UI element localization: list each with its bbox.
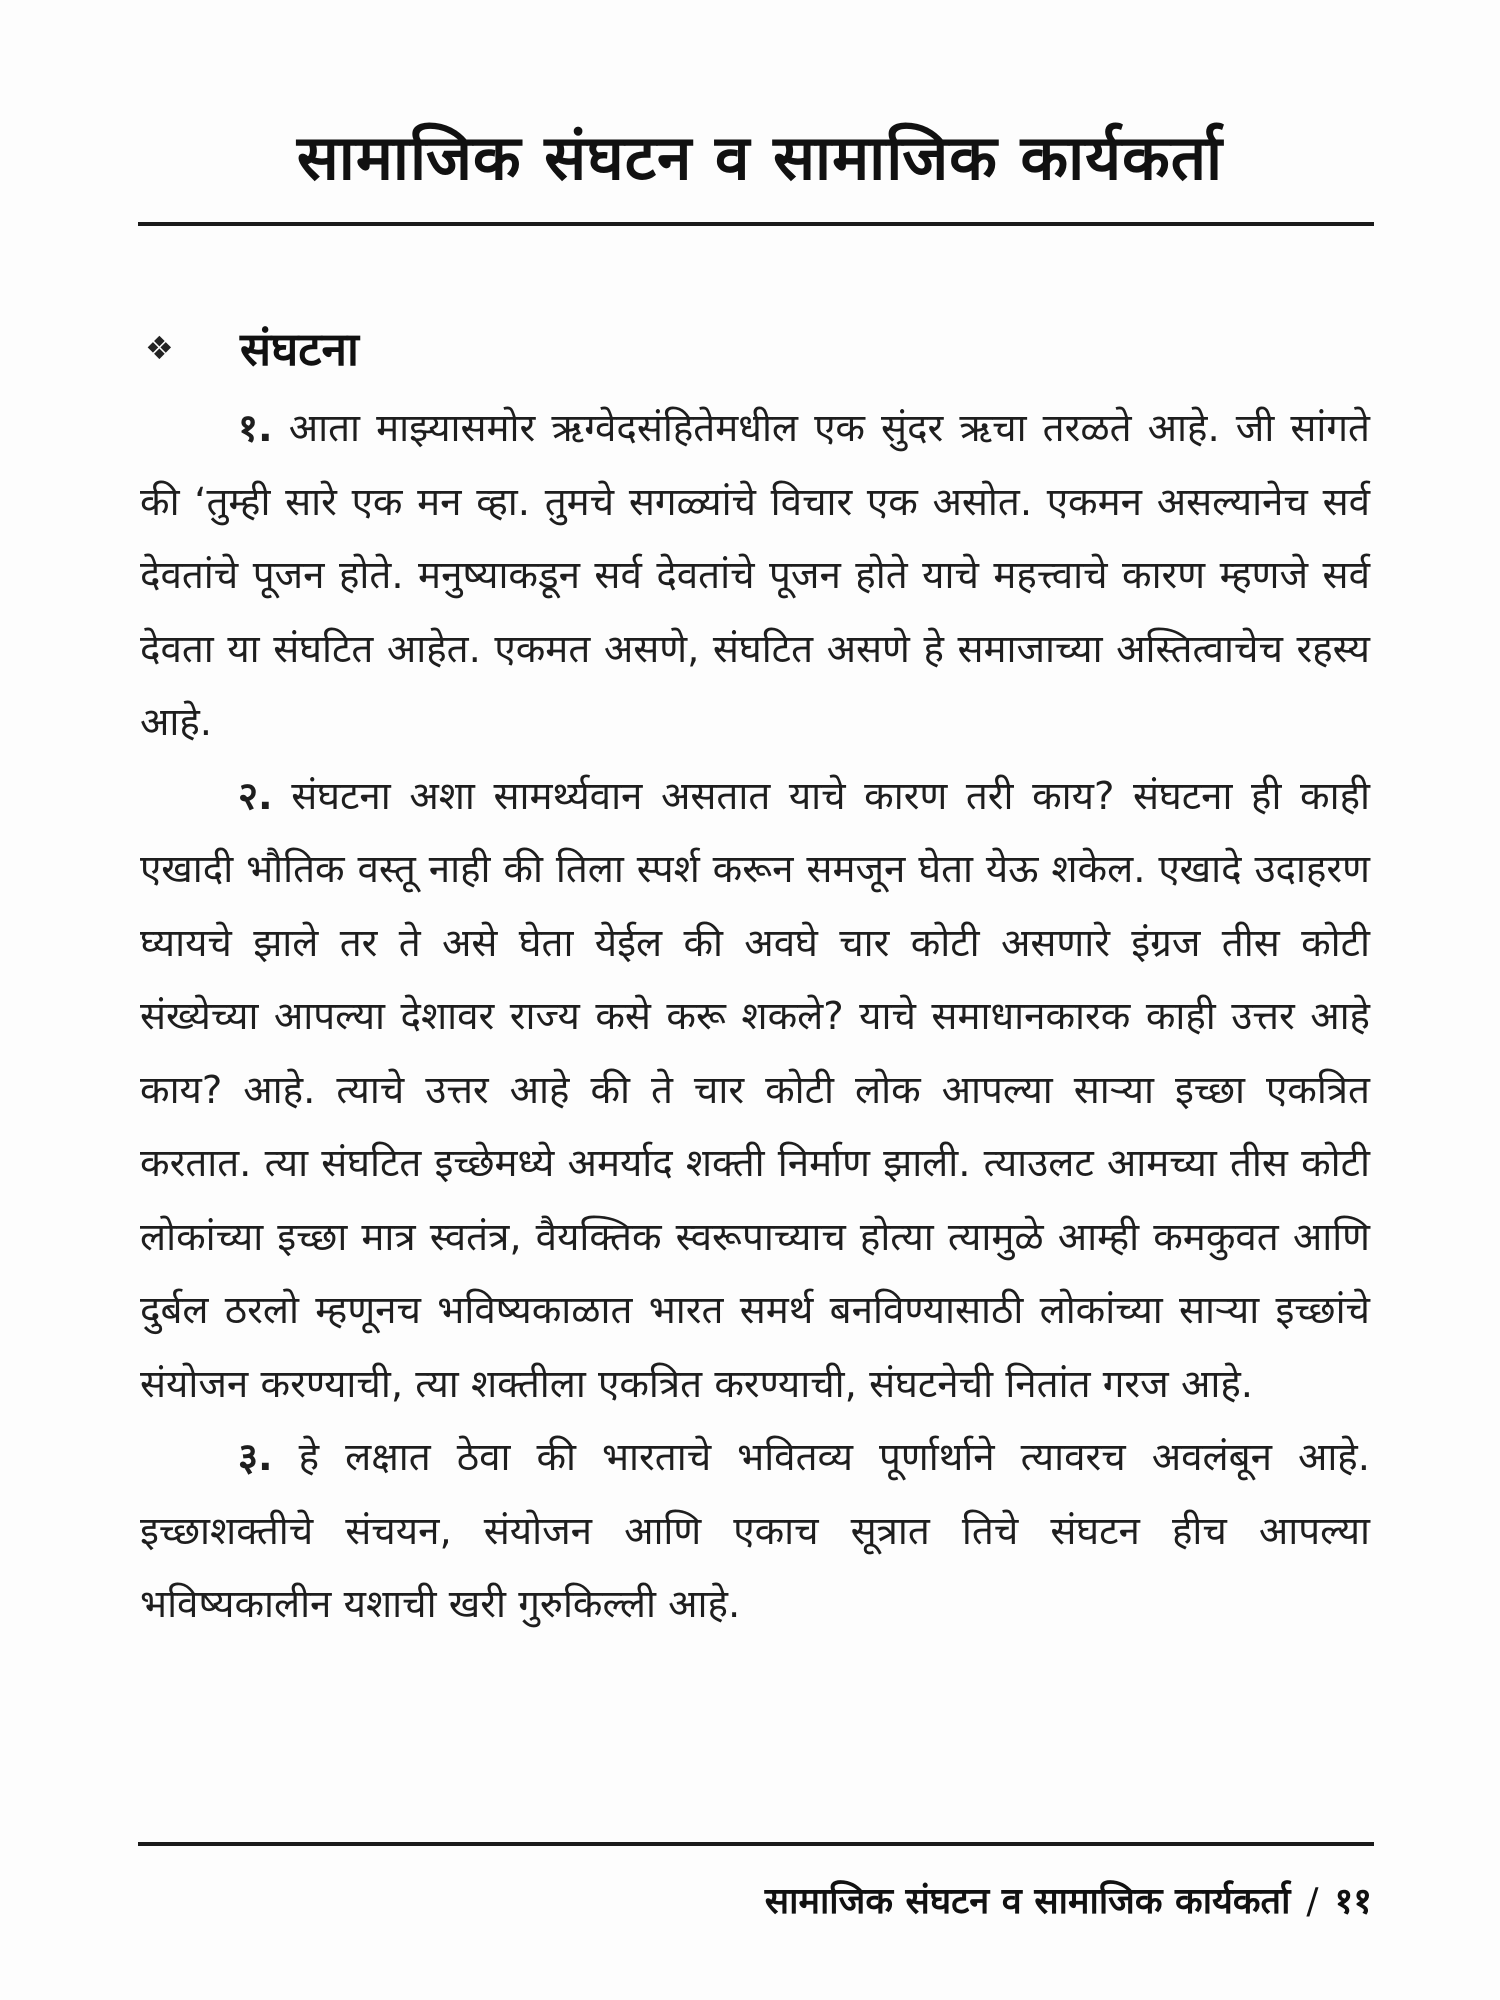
page-footer — [765, 1872, 1372, 1932]
page-title: सामाजिक संघटन व सामाजिक कार्यकर्ता — [296, 121, 1224, 194]
body-text — [140, 392, 1370, 1642]
paragraph-2 — [140, 760, 1370, 1422]
page-number: ११ — [1334, 1881, 1372, 1922]
paragraph-3 — [140, 1421, 1370, 1642]
running-title: सामाजिक संघटन व सामाजिक कार्यकर्ता — [764, 1881, 1291, 1922]
paragraph-text: संघटना अशा सामर्थ्यवान असतात याचे कारण तरी काय? संघटना ही काही एखादी भौतिक वस्तू नाही की तिला स्पर्श करून समजून घेता येऊ शकेल. एखादे उदाहरण घ्यायचे झाले तर ते असे घेता येईल की अवघे चार कोटी असणारे इंग्रज तीस कोटी संख्येच्या आपल्या देशावर राज्य कसे करू शकले? याचे समाधानकारक काही उत्तर आहे काय? आहे. त्याचे उत्तर आहे की ते चार कोटी लोक आपल्या साऱ्या इच्छा एकत्रित करतात. त्या संघटित इच्छेमध्ये अमर्याद शक्ती निर्माण झाली. त्याउलट आमच्या तीस कोटी लोकांच्या इच्छा मात्र स्वतंत्र, वैयक्तिक स्वरूपाच्याच होत्या त्यामुळे आम्ही कमकुवत आणि दुर्बल ठरलो म्हणूनच भविष्यकाळात भारत समर्थ बनविण्यासाठी लोकांच्या साऱ्या इच्छांचे संयोजन करण्याची, त्या शक्तीला एकत्रित करण्याची, संघटनेची नितांत गरज आहे. — [140, 773, 1370, 1407]
footer-divider — [138, 1842, 1374, 1846]
title-divider — [138, 222, 1374, 226]
ornament-bullet-icon: ❖ — [145, 329, 174, 367]
paragraph-1 — [140, 392, 1370, 760]
paragraph-number: ३. — [238, 1435, 273, 1480]
section-heading: संघटना — [240, 322, 359, 376]
paragraph-text: हे लक्षात ठेवा की भारताचे भवितव्य पूर्णार्थाने त्यावरच अवलंबून आहे. इच्छाशक्तीचे संचयन, संयोजन आणि एकाच सूत्रात तिचे संघटन हीच आपल्या भविष्यकालीन यशाची खरी गुरुकिल्ली आहे. — [140, 1435, 1370, 1627]
paragraph-text: आता माझ्यासमोर ऋग्वेदसंहितेमधील एक सुंदर ऋचा तरळते आहे. जी सांगते की ‘तुम्ही सारे एक मन व्हा. तुमचे सगळ्यांचे विचार एक असोत. एकमन असल्यानेच सर्व देवतांचे पूजन होते. मनुष्याकडून सर्व देवतांचे पूजन होते याचे महत्त्वाचे कारण म्हणजे सर्व देवता या संघटित आहेत. एकमत असणे, संघटित असणे हे समाजाच्या अस्तित्वाचेच रहस्य आहे. — [140, 406, 1370, 745]
paragraph-number: १. — [238, 406, 273, 451]
section-heading-row — [145, 318, 359, 378]
paragraph-number: २. — [238, 773, 273, 819]
footer-separator: / — [1306, 1881, 1319, 1922]
